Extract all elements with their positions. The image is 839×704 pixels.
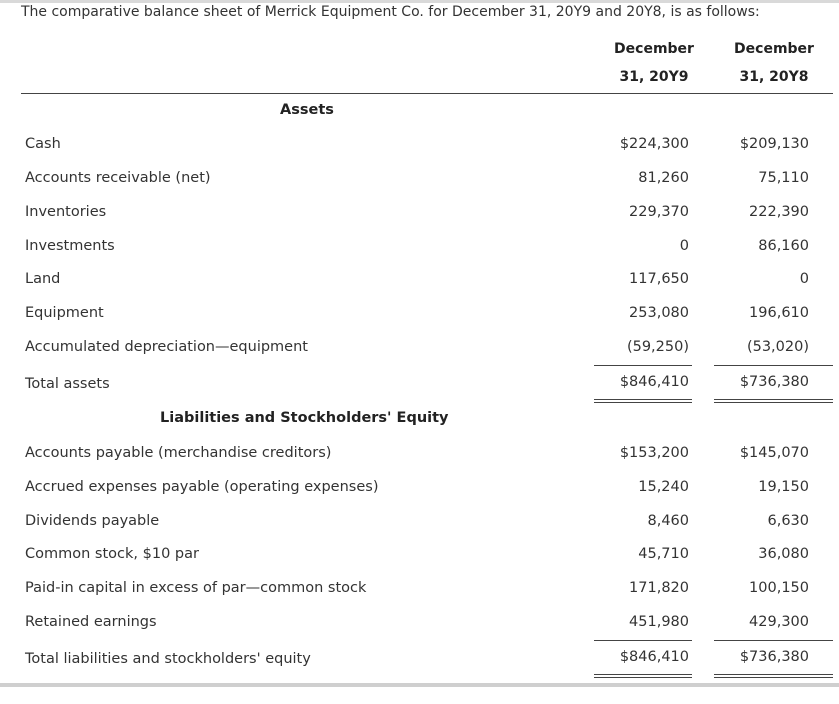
total-assets-20y8: $736,380 [739,374,809,390]
row-value-20y8: 222,390 [749,204,809,220]
row-value-20y8: 429,300 [749,614,809,630]
assets-section-title: Assets [280,102,334,118]
total-liabilities-equity-label: Total liabilities and stockholders' equity [25,651,311,667]
total-double-rule-20y9 [594,674,692,678]
row-label: Land [25,271,61,287]
row-label: Paid-in capital in excess of par—common stock [25,580,367,596]
row-value-20y9: 451,980 [629,614,689,630]
column-header-20y8-line1: December [734,41,814,57]
row-value-20y9: 15,240 [638,479,689,495]
row-label: Equipment [25,305,104,321]
problem-intro-text: The comparative balance sheet of Merrick Equipment Co. for December 31, 20Y9 and 20Y8, is as follows: [21,4,760,20]
row-label: Accounts receivable (net) [25,170,211,186]
row-label: Cash [25,136,61,152]
total-liabilities-equity-20y9: $846,410 [619,649,689,665]
row-value-20y9: 81,260 [638,170,689,186]
total-assets-20y9: $846,410 [619,374,689,390]
row-value-20y8: 6,630 [767,513,809,529]
row-value-20y8: 0 [799,271,809,287]
row-value-20y9: 45,710 [638,546,689,562]
row-value-20y9: (59,250) [626,339,689,355]
column-header-20y8-line2: 31, 20Y8 [739,69,809,85]
total-liabilities-equity-20y8: $736,380 [739,649,809,665]
column-header-20y8 [719,35,829,91]
liabilities-section-title: Liabilities and Stockholders' Equity [160,410,449,426]
subtotal-rule-20y8 [714,640,833,641]
row-value-20y8: 75,110 [758,170,809,186]
total-double-rule-20y8 [714,674,833,678]
row-label: Inventories [25,204,107,220]
subtotal-rule-20y9 [594,365,692,366]
total-assets-label: Total assets [25,376,110,392]
column-header-20y9 [599,35,709,91]
subtotal-rule-20y8 [714,365,833,366]
row-value-20y8: $209,130 [739,136,809,152]
row-value-20y9: 171,820 [629,580,689,596]
row-label: Accumulated depreciation—equipment [25,339,308,355]
total-double-rule-20y9 [594,399,692,403]
row-label: Accounts payable (merchandise creditors) [25,445,332,461]
row-value-20y9: $153,200 [619,445,689,461]
subtotal-rule-20y9 [594,640,692,641]
row-value-20y8: 86,160 [758,238,809,254]
row-value-20y8: 100,150 [749,580,809,596]
row-value-20y9: 117,650 [629,271,689,287]
row-value-20y9: 229,370 [629,204,689,220]
total-double-rule-20y8 [714,399,833,403]
row-value-20y9: 8,460 [647,513,689,529]
row-label: Retained earnings [25,614,157,630]
row-value-20y9: $224,300 [619,136,689,152]
row-value-20y8: 196,610 [749,305,809,321]
row-value-20y8: $145,070 [739,445,809,461]
column-header-20y9-line2: 31, 20Y9 [619,69,689,85]
row-value-20y8: (53,020) [746,339,809,355]
column-header-20y9-line1: December [614,41,694,57]
row-value-20y9: 253,080 [629,305,689,321]
bottom-divider [0,683,839,687]
header-divider [21,93,833,94]
row-label: Investments [25,238,115,254]
row-value-20y8: 19,150 [758,479,809,495]
row-label: Accrued expenses payable (operating expenses) [25,479,379,495]
row-value-20y9: 0 [679,238,689,254]
row-value-20y8: 36,080 [758,546,809,562]
top-divider [0,0,839,3]
row-label: Common stock, $10 par [25,546,199,562]
row-label: Dividends payable [25,513,160,529]
